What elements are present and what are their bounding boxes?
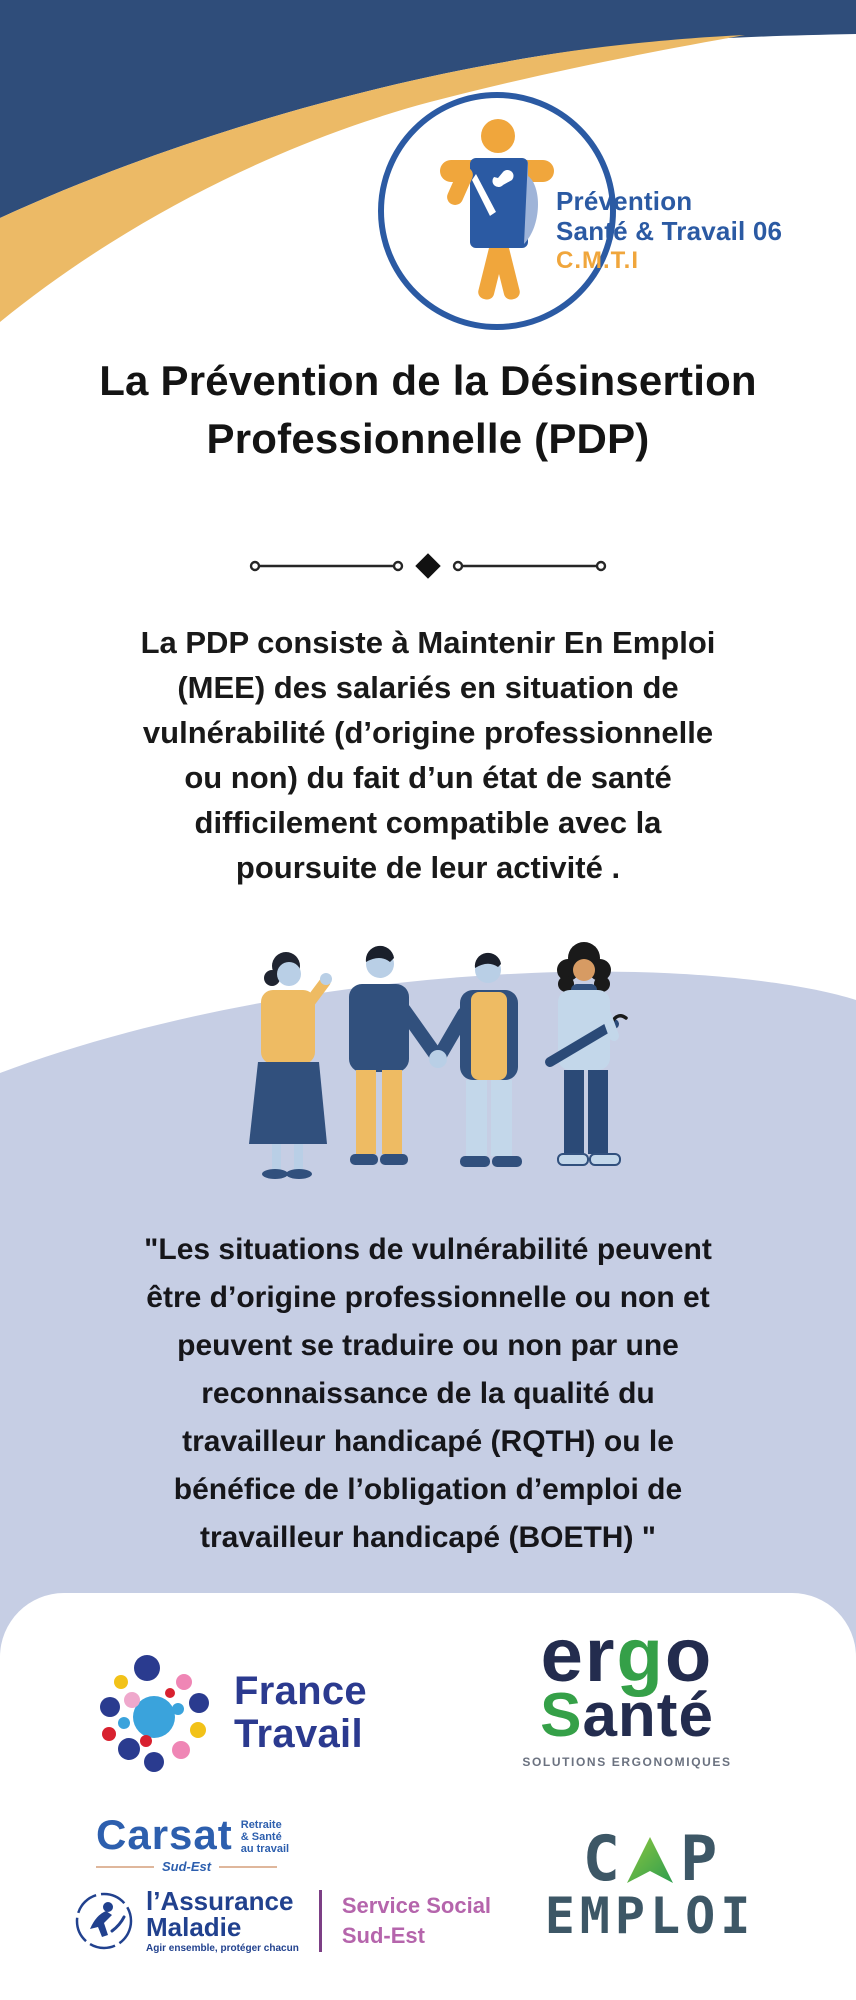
- ergo-sante-wordmark-line2: Santé: [540, 1681, 714, 1750]
- quote-line: être d’origine professionnelle ou non et: [146, 1281, 710, 1314]
- intro-line: vulnérabilité (d’origine professionnelle: [142, 715, 714, 750]
- cap-emploi-line1: [510, 1822, 790, 1895]
- intro-line: (MEE) des salariés en situation de: [177, 670, 679, 705]
- assurance-maladie-wordmark: [146, 1888, 299, 1954]
- carsat-baseline: [241, 1815, 289, 1855]
- intro-line: ou non) du fait d’un état de santé: [184, 760, 672, 795]
- intro-line: poursuite de leur activité .: [235, 850, 621, 885]
- cap-emploi-logo: [510, 1822, 790, 1945]
- person-with-pen-pictogram-icon: [432, 116, 562, 316]
- quote-line: travailleur handicapé (RQTH) ou le: [182, 1425, 674, 1458]
- illustration-woman-left: [249, 952, 332, 1179]
- cap-arrow-icon: [624, 1835, 676, 1887]
- carsat-baseline-line3: au travail: [240, 1843, 290, 1855]
- carsat-region: Sud-Est: [162, 1859, 212, 1874]
- carsat-rule-right: [219, 1866, 277, 1868]
- diamond-divider-ornament: [248, 552, 608, 580]
- page-title-line1: La Prévention de la Désinsertion: [99, 357, 757, 404]
- ergo-sante-logo: [492, 1613, 762, 1769]
- service-social-line1: Service Social: [341, 1893, 492, 1918]
- cap-letter-p: P: [680, 1822, 718, 1895]
- carsat-wordmark: Carsat: [96, 1811, 233, 1858]
- illustration-woman-umbrella: [550, 942, 626, 1165]
- page-title-line2: Professionnelle (PDP): [206, 415, 650, 462]
- carsat-baseline-line1: Retraite: [240, 1819, 282, 1831]
- cap-letter-c: C: [582, 1822, 620, 1895]
- france-travail-line1: France: [234, 1669, 367, 1713]
- ergo-sante-wordmark-line1: ergo: [540, 1613, 714, 1698]
- service-social-divider-bar: [319, 1890, 322, 1952]
- illustration-man-vest: [429, 953, 522, 1167]
- pst-logo-text: [556, 186, 782, 276]
- quote-paragraph: [0, 1226, 856, 1562]
- intro-line: difficilement compatible avec la: [194, 805, 662, 840]
- partners-card: [0, 1593, 856, 2000]
- pst-logo-line2: Santé & Travail 06: [556, 216, 783, 246]
- pst-logo-line1: Prévention: [556, 186, 693, 216]
- assurance-maladie-emblem-icon: [72, 1889, 136, 1953]
- carsat-logo: [96, 1811, 290, 1874]
- ergo-sante-tagline: SOLUTIONS ERGONOMIQUES: [522, 1755, 732, 1769]
- quote-line: reconnaissance de la qualité du: [201, 1377, 655, 1410]
- quote-line: peuvent se traduire ou non par une: [177, 1329, 679, 1362]
- service-social-text: [342, 1891, 491, 1951]
- illustration-man-navy: [349, 946, 438, 1165]
- page-title: [0, 352, 856, 468]
- quote-line: travailleur handicapé (BOETH) ": [200, 1521, 656, 1554]
- cap-emploi-line2: EMPLOI: [544, 1887, 756, 1945]
- assurance-maladie-line1: l’Assurance: [146, 1886, 294, 1916]
- carsat-rule-left: [96, 1866, 154, 1868]
- carsat-baseline-line2: & Santé: [240, 1831, 282, 1843]
- intro-line: La PDP consiste à Maintenir En Emploi: [140, 625, 716, 660]
- carsat-region-row: [96, 1859, 289, 1874]
- france-travail-line2: Travail: [234, 1712, 363, 1756]
- quote-line: bénéfice de l’obligation d’emploi de: [173, 1473, 683, 1506]
- france-travail-wordmark: [234, 1670, 367, 1756]
- quote-line: "Les situations de vulnérabilité peuvent: [144, 1233, 712, 1266]
- pst-logo-cmti: C.M.T.I: [556, 247, 639, 274]
- people-handshake-illustration: [198, 930, 658, 1200]
- france-travail-logo: [88, 1645, 367, 1781]
- assurance-maladie-line2: Maladie: [146, 1912, 242, 1942]
- assurance-maladie-logo: [72, 1888, 491, 1954]
- intro-paragraph: [0, 620, 856, 890]
- france-travail-dots-icon: [88, 1645, 220, 1781]
- assurance-maladie-tagline: Agir ensemble, protéger chacun: [146, 1943, 299, 1954]
- service-social-line2: Sud-Est: [341, 1923, 425, 1948]
